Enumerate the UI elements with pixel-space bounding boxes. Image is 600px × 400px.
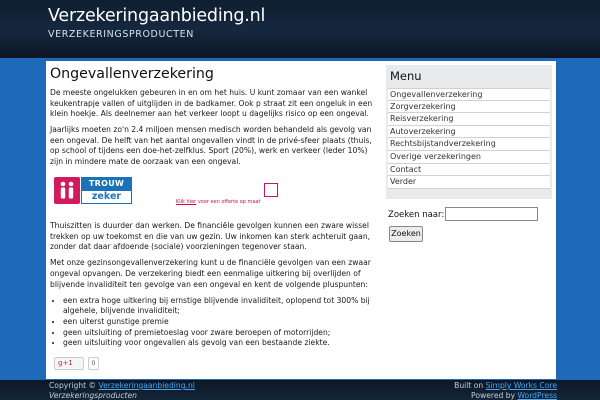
footer-built-prefix: Built on <box>454 381 486 390</box>
badge-top-text: TROUW <box>81 177 132 190</box>
page-title: Ongevallenverzekering <box>50 66 214 82</box>
main-container <box>46 61 556 379</box>
offerte-rest: voor een offerte op maat <box>196 199 261 206</box>
menu-item-autoverzekering[interactable]: Autoverzekering <box>388 126 550 139</box>
site-header <box>0 0 600 58</box>
search-button[interactable]: Zoeken <box>389 226 423 242</box>
menu-item-overige-verzekeringen[interactable]: Overige verzekeringen <box>388 151 550 164</box>
share-row <box>50 357 377 371</box>
footer-powered-prefix: Powered by <box>471 391 518 400</box>
menu-title: Menu <box>390 69 422 83</box>
menu-widget <box>386 65 552 199</box>
menu-item-reisverzekering[interactable]: Reisverzekering <box>388 113 550 126</box>
menu-item-ongevallenverzekering[interactable]: Ongevallenverzekering <box>388 88 550 101</box>
article-content <box>46 61 377 379</box>
list-item: • een uiterst gunstige premie <box>63 317 377 328</box>
search-input[interactable] <box>445 207 538 221</box>
footer-built <box>454 381 557 390</box>
benefits-list <box>63 296 377 349</box>
menu-list <box>388 88 550 189</box>
menu-item-verder[interactable]: Verder <box>388 176 550 189</box>
menu-item-zorgverzekering[interactable]: Zorgverzekering <box>388 101 550 114</box>
site-description: VERZEKERINGSPRODUCTEN <box>48 29 194 40</box>
footer-theme-link[interactable]: Simply Works Core <box>485 381 557 390</box>
search-label: Zoeken naar: <box>388 210 445 220</box>
menu-item-contact[interactable]: Contact <box>388 164 550 177</box>
people-icon <box>54 177 80 204</box>
footer-site-link[interactable]: Verzekeringaanbieding.nl <box>98 381 195 390</box>
trouw-zeker-badge[interactable] <box>54 177 132 204</box>
badge-bottom-text: zeker <box>81 190 132 204</box>
article-paragraph-2: Jaarlijks moeten zo'n 2.4 miljoen mensen medisch worden behandeld als gevolg van een ongeval. De helft van het aantal ongevallen vindt in de privé-sfeer plaats (thuis, op school of tijdens een doe-het-zelfklus. Sport (20%), werk en verkeer (leder 10%) zijn in mindere mate de oorzaak van een ongeval. <box>50 125 372 167</box>
footer-tagline: Verzekeringsproducten <box>49 391 137 400</box>
offerte-text <box>176 197 261 208</box>
footer-copyright-prefix: Copyright © <box>49 381 99 390</box>
site-title[interactable]: Verzekeringaanbieding.nl <box>48 6 266 26</box>
article-paragraph-4: Met onze gezinsongevallenverzekering kunt u de financiële gevolgen van een zwaar ongeval opvangen. De verzekering biedt een eenmalige uitkering bij overlijden of blijvende invaliditeit ten gevolge van een ongeval en kent de volgende pluspunten: <box>50 258 371 289</box>
trust-row <box>50 173 377 221</box>
google-plus-button[interactable]: g+1 <box>54 357 84 370</box>
google-plus-count: 0 <box>88 357 99 370</box>
footer-wordpress-link[interactable]: WordPress <box>517 391 557 400</box>
site-footer <box>0 380 600 400</box>
footer-copyright <box>49 381 195 390</box>
list-item: • geen uitsluiting voor ongevallen als gevolg van een bestaande ziekte. <box>63 338 377 349</box>
sidebar <box>386 65 552 373</box>
menu-item-rechtsbijstandverzekering[interactable]: Rechtsbijstandverzekering <box>388 138 550 151</box>
article-paragraph-3: Thuiszitten is duurder dan werken. De financiële gevolgen kunnen een zware wissel trekken op uw toekomst en die van uw gezin. Uw inkomen kan sterk achteruit gaan, zonder dat daar afdoende (sociale) voorzieningen tegenover staan. <box>50 221 371 252</box>
footer-powered <box>471 391 557 400</box>
offerte-box-icon[interactable] <box>264 183 278 197</box>
offerte-link[interactable]: Klik hier <box>176 199 197 206</box>
article-paragraph-1: De meeste ongelukken gebeuren in en om het huis. U kunt zomaar van een wankel keukentrapje vallen of uitglijden in de badkamer. Ook p straat zit een ongeluk in een klein hoekje. Als deelnemer aan het verkeer loopt u dagelijks risico op een ongeval. <box>50 88 373 119</box>
list-item: • geen uitsluiting of premietoeslag voor zware beroepen of motorrijden; <box>63 328 377 339</box>
list-item: • een extra hoge uitkering bij ernstige blijvende invaliditeit, oplopend tot 300% bij algehele, blijvende invaliditeit; <box>63 296 377 317</box>
